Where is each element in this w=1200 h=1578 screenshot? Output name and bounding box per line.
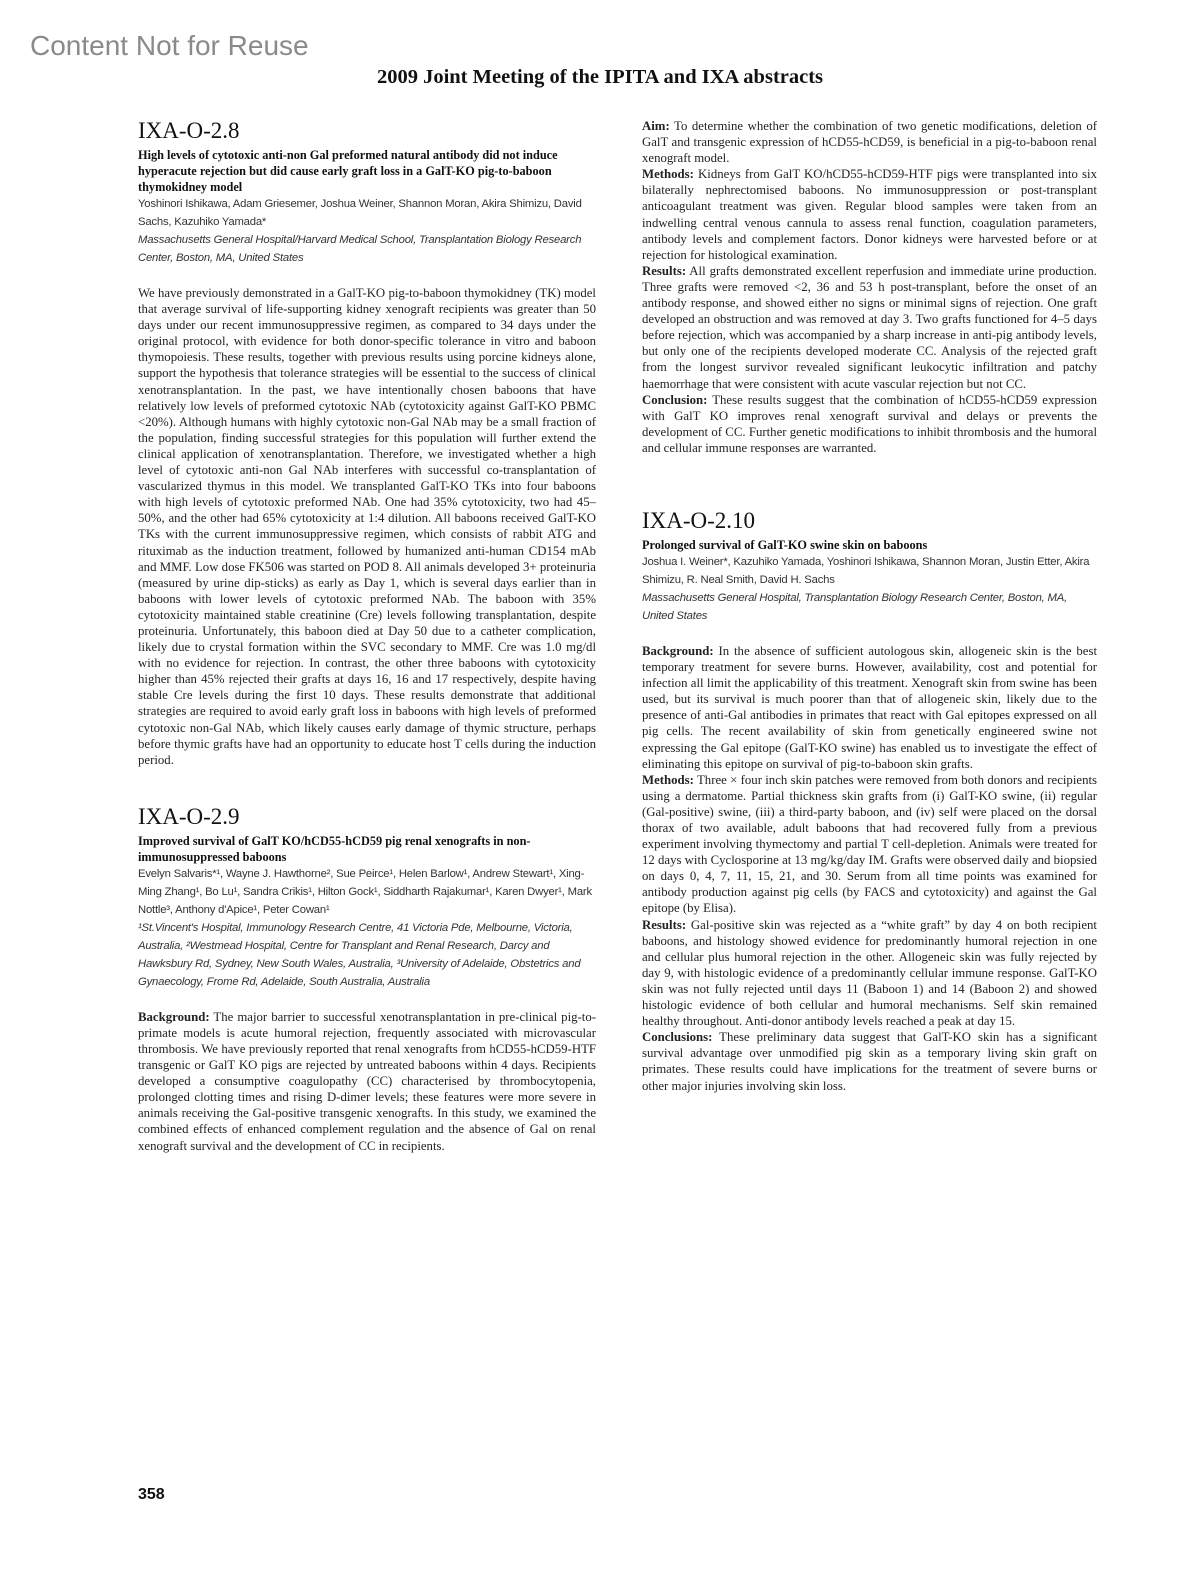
background-paragraph bbox=[138, 1009, 596, 1154]
abstract-title: High levels of cytotoxic anti-non Gal preformed natural antibody did not induce hyperacute rejection but did cause early graft loss in a GalT-KO pig-to-baboon thymokidney model bbox=[138, 148, 558, 194]
abstract-body bbox=[138, 1009, 596, 1154]
background-label: Background: bbox=[138, 1009, 210, 1024]
methods-text: Kidneys from GalT KO/hCD55-hCD59-HTF pigs were transplanted into six bilaterally nephrectomised baboons. No immunosuppression or post-transplant anticoagulant treatment was given. Regular blood samples were taken from an indwelling central venous cannula to assess renal function, coagulation parameters, antibody levels and complement factors. Donor kidneys were harvested before or at rejection for histological examination. bbox=[642, 167, 1097, 262]
conclusion-text: These results suggest that the combination of hCD55-hCD59 expression with GalT KO improves renal xenograft survival and delays or prevents the development of CC. Further genetic modifications to inhibit thrombosis and the humoral and cellular immune responses are warranted. bbox=[642, 392, 1098, 455]
abstract-body-continued bbox=[642, 118, 1097, 456]
abstract-affiliation: Massachusetts General Hospital, Transplantation Biology Research Center, Boston, MA, United States bbox=[642, 591, 1068, 622]
abstract-id: IXA-O-2.8 bbox=[138, 118, 240, 143]
methods-paragraph bbox=[642, 166, 1097, 263]
abstract-authors: Joshua I. Weiner*, Kazuhiko Yamada, Yoshinori Ishikawa, Shannon Moran, Justin Etter, Akira Shimizu, R. Neal Smith, David H. Sachs bbox=[642, 555, 1090, 586]
conclusion-paragraph bbox=[642, 392, 1097, 456]
abstract-title: Prolonged survival of GalT-KO swine skin on baboons bbox=[642, 537, 928, 552]
methods-text: Three × four inch skin patches were removed from both donors and recipients using a dermatome. Partial thickness skin grafts from (i) GalT-KO swine, (ii) regular (Gal-positive) swine, (iii) a third-party baboon, and (iv) self were placed on the dorsal thorax of two available, adult baboons that had recovered fully from a previous experiment involving thymectomy and partial T cell-depletion. Animals were treated for 12 days with Cyclosporine at 13 mg/kg/day IM. Grafts were observed daily and biopsied on days 0, 4, 7, 11, 15, 21, and 30. Serum from all time points was examined for antibody production against pig cells (by FACS and cytotoxicity) and against the Gal epitope (by Elisa). bbox=[642, 772, 1097, 916]
section-spacer bbox=[642, 456, 1097, 508]
abstract-affiliation: Massachusetts General Hospital/Harvard Medical School, Transplantation Biology Research Center, Boston, MA, United States bbox=[138, 234, 582, 264]
aim-label: Aim: bbox=[642, 119, 670, 133]
page-number: 358 bbox=[138, 1486, 165, 1503]
background-text: In the absence of sufficient autologous skin, allogeneic skin is the best temporary treatment for severe burns. However, availability, cost and potential for infection all limit the applicability of this treatment. Xenograft skin from swine has been used, but its survival is much poorer than that of allogeneic skin, likely due to the presence of anti-Gal antibodies in primates that react with Gal epitopes expressed on all pig cells. The recent availability of skin from genetically engineered swine not expressing the Gal epitope (GalT-KO swine) has enabled us to investigate the effect of eliminating this epitope on survival of pig-to-baboon skin grafts. bbox=[642, 643, 1097, 771]
results-paragraph bbox=[642, 263, 1097, 392]
watermark: Content Not for Reuse bbox=[30, 30, 309, 61]
left-column bbox=[138, 118, 596, 1154]
abstract-id: IXA-O-2.9 bbox=[138, 803, 240, 829]
abstract-id: IXA-O-2.10 bbox=[642, 507, 756, 533]
abstract-body bbox=[138, 285, 596, 768]
results-label: Results: bbox=[642, 263, 687, 278]
conclusion-label: Conclusion: bbox=[642, 392, 708, 407]
running-header: 2009 Joint Meeting of the IPITA and IXA abstracts bbox=[376, 66, 824, 88]
aim-text: To determine whether the combination of two genetic modifications, deletion of GalT and transgenic expression of hCD55-hCD59, is beneficial in a pig-to-baboon renal xenograft model. bbox=[642, 119, 1097, 166]
results-paragraph bbox=[642, 917, 1097, 1030]
conclusions-label: Conclusions: bbox=[642, 1030, 713, 1045]
abstract-body-text: We have previously demonstrated in a GalT-KO pig-to-baboon thymokidney (TK) model that average survival of life-supporting kidney xenograft recipients was greater than 50 days under our recent immunosuppressive regimen, as compared to 34 days under the original protocol, with evidence for both donor-specific tolerance in vitro and baboon thymopoiesis. These results, together with previous results using porcine kidneys alone, support the hypothesis that tolerance strategies will be essential to the success of clinical xenotransplantation. In the past, we have intentionally chosen baboons that have relatively low levels of preformed cytotoxic NAb (cytotoxicity against GalT-KO PBMC <20%). Although humans with highly cytotoxic non-Gal NAb may be a small fraction of the population, finding successful strategies for this population will further extend the clinical application of xenotransplantation. Therefore, we investigated whether a high level of cytotoxic anti-non Gal NAb interferes with successful co-transplantation of vascularized thymus in this model. We transplanted GalT-KO TKs into four baboons with high levels of cytotoxic preformed NAb. One had 35% cytotoxicity, two had 45–50%, and the other had 65% cytotoxicity at 1:4 dilution. All baboons received GalT-KO TKs with the current immunosuppressive regimen, which consists of rabbit ATG and rituximab as the induction treatment, followed by humanized anti-human CD154 mAb and MMF. Low dose FK506 was started on POD 8. All animals developed 3+ proteinuria (measured by urine dip-sticks) as early as Day 1, which is several days earlier than in baboons with lower levels of cytotoxic preformed NAb. The baboon with 35% cytotoxicity maintained stable creatinine (Cre) levels following transplantation, despite proteinuria. Unfortunately, this baboon died at Day 50 due to a catheter complication, likely due to crystal formation within the SVC secondary to MMF. Cre was 1.0 mg/dl with no evidence for rejection. In contrast, the other three baboons with cytotoxicity higher than 45% rejected their grafts at days 16, 16 and 17 respectively, despite having stable Cre levels during the first 10 days. These results demonstrate that additional strategies are required to avoid early graft loss in baboons with high levels of preformed cytotoxic non-Gal NAb, which likely causes early damage of thymic structure, perhaps before thymic grafts have had an opportunity to educate host T cells during the induction period. bbox=[138, 286, 596, 767]
background-label: Background: bbox=[642, 643, 714, 658]
abstract-affiliation: ¹St.Vincent's Hospital, Immunology Research Centre, 41 Victoria Pde, Melbourne, Victoria, Australia, ²Westmead Hospital, Centre for Transplant and Renal Research, Darcy and Hawksbury Rd, Sydney, New South Wales, Australia, ³University of Adelaide, Obstetrics and Gynaecology, Frome Rd, Adelaide, South Australia, Australia bbox=[138, 921, 581, 988]
background-paragraph bbox=[642, 643, 1097, 772]
section-spacer bbox=[138, 768, 596, 804]
right-column bbox=[642, 118, 1097, 1094]
abstract-title: Improved survival of GalT KO/hCD55-hCD59 pig renal xenografts in non-immunosuppressed baboons bbox=[138, 833, 531, 864]
methods-label: Methods: bbox=[642, 167, 694, 182]
abstract-ixa-o-2-9 bbox=[138, 804, 596, 1154]
abstract-authors: Yoshinori Ishikawa, Adam Griesemer, Joshua Weiner, Shannon Moran, Akira Shimizu, David Sachs, Kazuhiko Yamada* bbox=[138, 198, 582, 228]
conclusions-text: These preliminary data suggest that GalT-KO skin has a significant survival advantage over unmodified pig skin as a temporary living skin graft on primates. These results could have implications for the treatment of severe burns or other major injuries involving skin loss. bbox=[642, 1030, 1097, 1093]
methods-label: Methods: bbox=[642, 772, 694, 787]
abstract-ixa-o-2-10 bbox=[642, 508, 1097, 1094]
methods-paragraph bbox=[642, 772, 1097, 917]
aim-paragraph bbox=[642, 118, 1097, 166]
results-text: All grafts demonstrated excellent reperfusion and immediate urine production. Three grafts were removed <2, 36 and 53 h post-transplant, before the onset of an antibody response, and showed either no signs or minimal signs of rejection. One graft developed an obstruction and was removed at day 3. Two grafts functioned for 4–5 days before rejection, which was accompanied by a sharp increase in anti-pig antibody levels, but only one of the recipients developed moderate CC. Analysis of the rejected graft from the longest survivor revealed significant leukocytic infiltration and patchy haemorrhage that were consistent with acute vascular rejection but not CC. bbox=[642, 263, 1097, 391]
abstract-body bbox=[642, 643, 1097, 1094]
abstract-authors: Evelyn Salvaris*¹, Wayne J. Hawthorne², Sue Peirce¹, Helen Barlow¹, Andrew Stewart¹, Xing-Ming Zhang¹, Bo Lu¹, Sandra Crikis¹, Hilton Gock¹, Siddharth Rajakumar¹, Karen Dwyer¹, Mark Nottle³, Anthony d'Apice¹, Peter Cowan¹ bbox=[138, 867, 592, 916]
background-text: The major barrier to successful xenotransplantation in pre-clinical pig-to-primate models is acute humoral rejection, frequently associated with microvascular thrombosis. We have previously reported that renal xenografts from hCD55-hCD59-HTF transgenic or GalT KO pigs are rejected by untreated baboons within 4 days. Recipients developed a consumptive coagulopathy (CC) characterised by thrombocytopenia, prolonged clotting times and rising D-dimer levels; these features were more severe in animals receiving the Gal-positive transgenic xenografts. In this study, we examined the combined effects of enhanced complement regulation and the absence of Gal on renal xenograft survival and the development of CC in recipients. bbox=[138, 1009, 597, 1153]
conclusions-paragraph bbox=[642, 1029, 1097, 1093]
abstract-ixa-o-2-8 bbox=[138, 118, 596, 768]
results-text: Gal-positive skin was rejected as a “white graft” by day 4 on both recipient baboons, and histology showed evidence for predominantly humoral rejection in one and cellular plus humoral rejection in the other. Allogeneic skin was fully rejected by day 9, with histologic evidence of a predominantly cellular immune response. GalT-KO skin was not fully rejected until days 11 (Baboon 1) and 14 (Baboon 2) and showed histologic evidence of both cellular and humoral mechanisms. Self skin remained healthy throughout. Anti-donor antibody levels reached a peak at day 15. bbox=[642, 917, 1097, 1029]
results-label: Results: bbox=[642, 917, 687, 932]
